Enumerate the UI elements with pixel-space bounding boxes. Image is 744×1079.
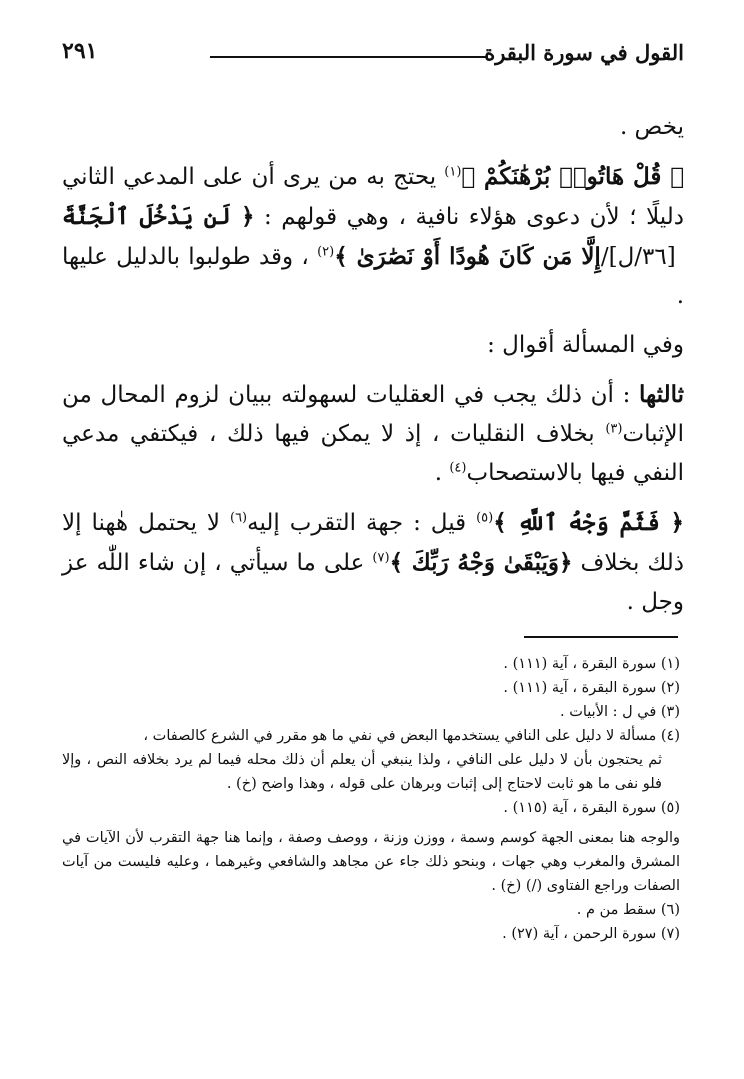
paragraph-opinions: وفي المسألة أقوال :	[487, 332, 684, 358]
running-title: القول في سورة البقرة	[484, 40, 684, 65]
text-run: يحتج به من يرى أن على المدعي الثاني دليلًا ؛ لأن دعوى هؤلاء نافية ، وهي قولهم :	[62, 164, 684, 230]
footnote-separator	[524, 636, 678, 638]
quran-quote: ﴿ فَثَمَّ وَجْهُ ٱللَّهِ ﴾	[493, 509, 685, 536]
footnote-4-continuation: ثم يحتجون بأن لا دليل على النافي ، ولذا ينبغي أن يعلم أن ذلك محله فيما لم يرد بخلافه النص ، وإلا فلو نفى ما هو ثابت لاحتاج إلى إثبات وبرهان على قوله ، وهذا واضح (خ) .	[62, 752, 662, 792]
page-number: ٢٩١	[62, 38, 98, 64]
footnote-ref: (١)	[444, 164, 462, 180]
footnote-5: (٥) سورة البقرة ، آية (١١٥) .	[503, 800, 680, 816]
footnote-ref: (٤)	[449, 460, 467, 476]
paragraph-burhan	[62, 157, 684, 316]
bold-lead-word: ثالثها	[639, 381, 684, 408]
footnote-7: (٧) سورة الرحمن ، آية (٢٧) .	[502, 926, 680, 942]
footnote-6: (٦) سقط من م .	[576, 902, 680, 918]
paragraph-third-opinion	[62, 375, 684, 493]
footnotes	[62, 652, 680, 946]
manuscript-ref: /[٣٦/ل]	[600, 244, 684, 270]
quran-quote: ﴿وَيَبْقَىٰ وَجْهُ رَبِّكَ ﴾	[389, 549, 573, 576]
footnote-5-commentary: والوجه هنا بمعنى الجهة كوسم وسمة ، ووزن وزنة ، ووصف وصفة ، وإنما هنا جهة التقرب لأن الآيات في المشرق والمغرب وهي جهات ، وبنحو ذلك جاء عن مجاهد والشافعي وغيرهما ، وعليه فليست من آيات الصفات وراجع الفتاوى (/) (خ) .	[62, 830, 680, 894]
page-header	[62, 36, 684, 76]
footnote-ref: (٥)	[476, 510, 494, 526]
quran-quote: ﴿ لَن يَدْخُلَ ٱلْجَنَّةَ	[62, 203, 255, 230]
footnote-1: (١) سورة البقرة ، آية (١١١) .	[503, 656, 680, 672]
footnote-3: (٣) في ل : الأبيات .	[560, 704, 680, 720]
text-run: : أن ذلك يجب في العقليات لسهولته ببيان لزوم المحال من الإثبات	[62, 382, 684, 447]
paragraph-wajh	[62, 503, 684, 622]
text-run: بخلاف النقليات ، إذ لا يمكن فيها ذلك ، فيكتفي مدعي النفي فيها بالاستصحاب	[62, 421, 684, 486]
footnote-ref: (٣)	[605, 421, 623, 437]
text-run: ، وقد طولبوا بالدليل عليها .	[62, 244, 684, 309]
footnote-ref: (٦)	[229, 510, 248, 526]
main-text	[62, 108, 684, 622]
text-run: على ما سيأتي ، إن شاء اللّٰه عز وجل .	[62, 550, 684, 615]
footnote-2: (٢) سورة البقرة ، آية (١١١) .	[503, 680, 680, 696]
footnote-ref: (٢)	[317, 244, 335, 260]
footnote-4: (٤) مسألة لا دليل على النافي يستخدمها البعض في نفي ما هو مقرر في الشرع كالصفات ،	[143, 728, 680, 744]
footnote-ref: (٧)	[372, 550, 390, 566]
text-run: لا يحتمل هٰهنا إلا ذلك بخلاف	[62, 510, 685, 576]
text-line-continuation: يخص .	[619, 114, 684, 140]
header-rule	[210, 56, 488, 58]
quran-quote: إِلَّا مَن كَانَ هُودًا أَوْ نَصَٰرَىٰ ﴾	[334, 243, 601, 270]
text-run: قيل : جهة التقرب إليه	[247, 510, 477, 536]
text-run: .	[434, 460, 450, 486]
quran-quote: ﴿ قُلْ هَاتُوا۟ بُرْهَٰنَكُمْ ﴾	[461, 163, 685, 190]
